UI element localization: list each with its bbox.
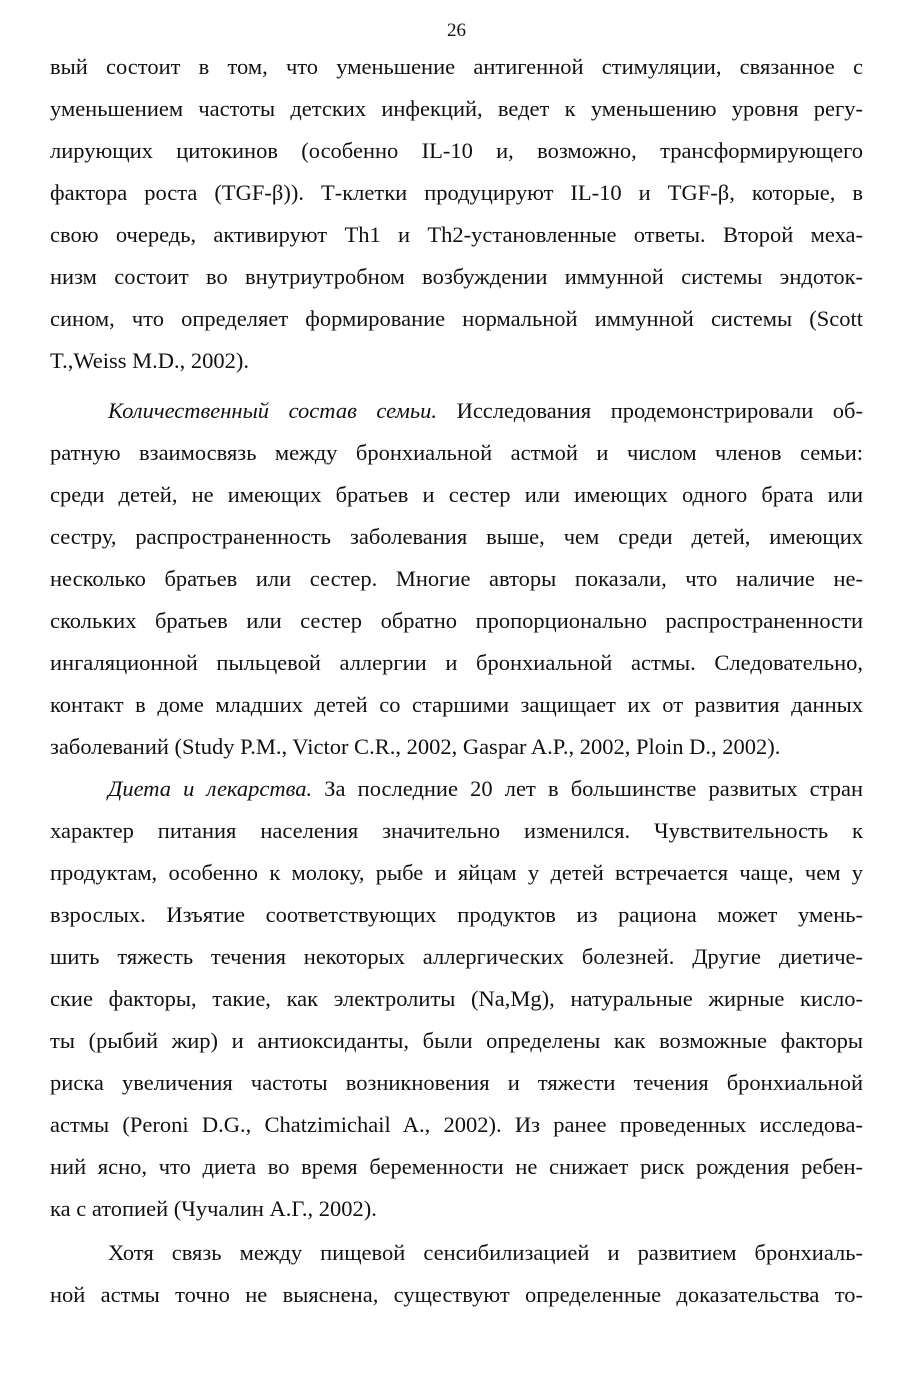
text-line: характер питания населения значительно изменился. Чувствительность к (50, 818, 863, 843)
text-line: шить тяжесть течения некоторых аллергических болезней. Другие диетиче- (50, 944, 863, 969)
text-line: низм состоит во внутриутробном возбуждении иммунной системы эндоток- (50, 264, 863, 289)
text-line: несколько братьев или сестер. Многие авторы показали, что наличие не- (50, 566, 863, 591)
paragraph-3 (50, 768, 863, 1230)
text-line: Хотя связь между пищевой сенсибилизацией и развитием бронхиаль- (108, 1240, 863, 1265)
text-line: скольких братьев или сестер обратно пропорционально распространенности (50, 608, 863, 633)
text-line: продуктам, особенно к молоку, рыбе и яйцам у детей встречается чаще, чем у (50, 860, 863, 885)
paragraph-2 (50, 390, 863, 768)
paragraph-4 (50, 1232, 863, 1316)
text-line: сином, что определяет формирование нормальной иммунной системы (Scott (50, 306, 863, 331)
heading-continuation: Исследования продемонстрировали об- (437, 398, 864, 423)
text-line: среди детей, не имеющих братьев и сестер или имеющих одного брата или (50, 482, 863, 507)
text-line: вый состоит в том, что уменьшение антигенной стимуляции, связанное с (50, 54, 863, 79)
text-line: ингаляционной пыльцевой аллергии и бронхиальной астмы. Следовательно, (50, 650, 863, 675)
page-number: 26 (447, 20, 466, 41)
paragraph-1 (50, 46, 863, 382)
heading-continuation: За последние 20 лет в большинстве развитых стран (312, 776, 863, 801)
section-heading: Количественный состав семьи. (108, 398, 437, 423)
text-line: T.,Weiss M.D., 2002). (50, 348, 250, 373)
text-line: ка с атопией (Чучалин А.Г., 2002). (50, 1196, 377, 1221)
text-line: ты (рыбий жир) и антиоксиданты, были определены как возможные факторы (50, 1028, 863, 1053)
text-line: риска увеличения частоты возникновения и тяжести течения бронхиальной (50, 1070, 863, 1095)
paragraph-first-line (50, 768, 863, 810)
text-line: взрослых. Изъятие соответствующих продуктов из рациона может умень- (50, 902, 863, 927)
text-line: астмы (Peroni D.G., Chatzimichail A., 2002). Из ранее проведенных исследова- (50, 1112, 863, 1137)
section-heading: Диета и лекарства. (108, 776, 313, 801)
text-line: заболеваний (Study P.M., Victor C.R., 2002, Gaspar A.P., 2002, Ploin D., 2002). (50, 734, 781, 759)
paragraph-first-line (50, 390, 863, 432)
text-line: лирующих цитокинов (особенно IL-10 и, возможно, трансформирующего (50, 138, 863, 163)
text-line: ной астмы точно не выяснена, существуют определенные доказательства то- (50, 1282, 863, 1307)
text-line: уменьшением частоты детских инфекций, ведет к уменьшению уровня регу- (50, 96, 863, 121)
text-line: ские факторы, такие, как электролиты (Na,Mg), натуральные жирные кисло- (50, 986, 863, 1011)
text-line: свою очередь, активируют Th1 и Th2-установленные ответы. Второй меха- (50, 222, 863, 247)
text-line: ний ясно, что диета во время беременности не снижает риск рождения ребен- (50, 1154, 863, 1179)
text-line: контакт в доме младших детей со старшими защищает их от развития данных (50, 692, 863, 717)
text-line: ратную взаимосвязь между бронхиальной астмой и числом членов семьи: (50, 440, 863, 465)
text-line: фактора роста (TGF-β)). Т-клетки продуцируют IL-10 и TGF-β, которые, в (50, 180, 863, 205)
text-line: сестру, распространенность заболевания выше, чем среди детей, имеющих (50, 524, 863, 549)
